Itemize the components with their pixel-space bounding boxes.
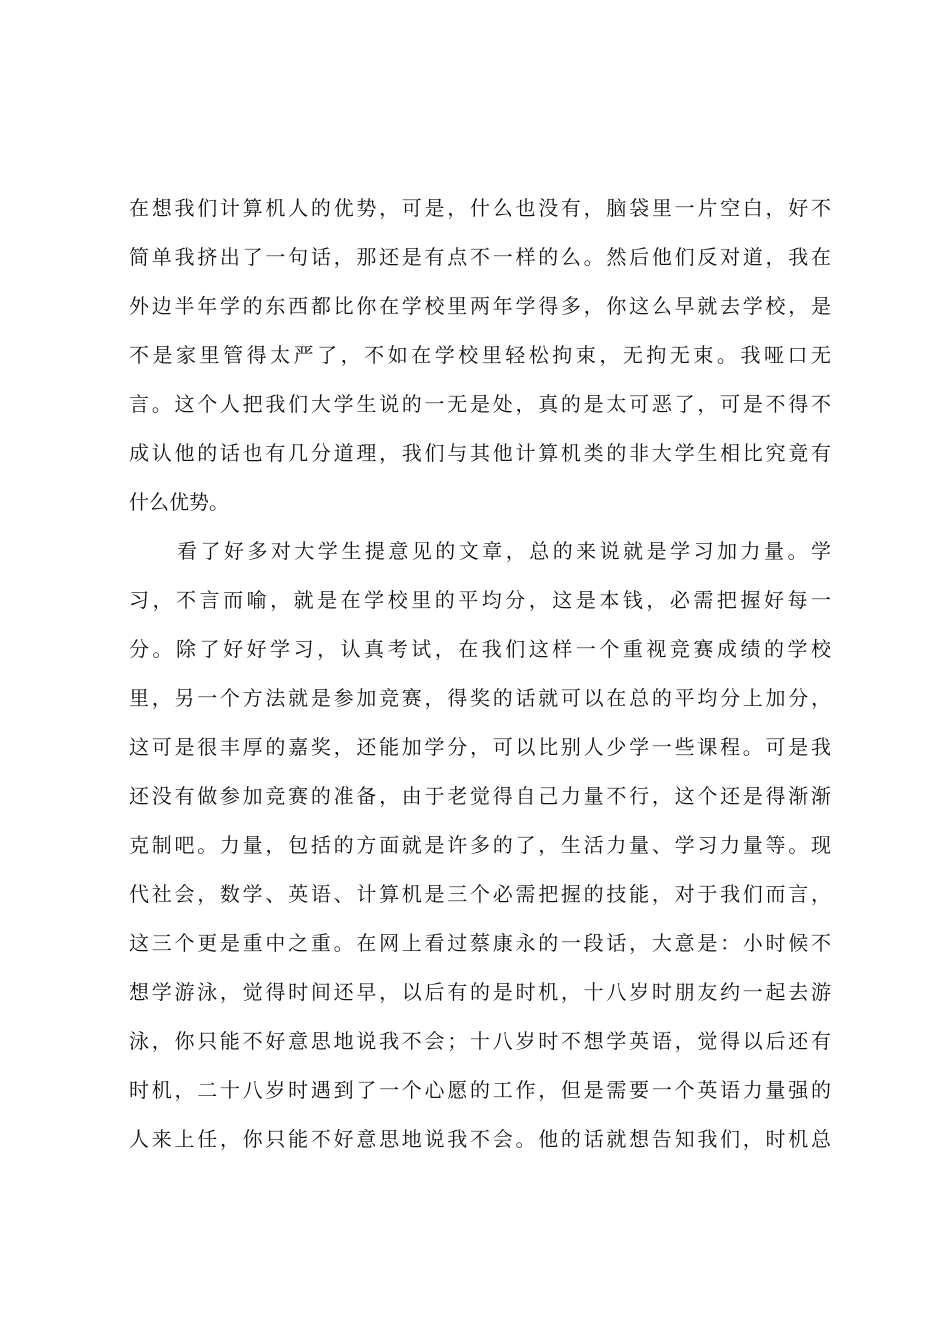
text-line: 想学游泳，觉得时间还早，以后有的是时机，十八岁时朋友约一起去游 — [129, 980, 831, 1004]
text-line: 还没有做参加竞赛的准备，由于老觉得自己力量不行，这个还是得渐渐 — [129, 784, 831, 808]
text-line: 这可是很丰厚的嘉奖，还能加学分，可以比别人少学一些课程。可是我 — [129, 735, 831, 759]
text-line: 成认他的话也有几分道理，我们与其他计算机类的非大学生相比究竟有 — [129, 441, 831, 465]
text-line: 泳，你只能不好意思地说我不会；十八岁时不想学英语，觉得以后还有 — [129, 1029, 831, 1053]
text-line: 里，另一个方法就是参加竞赛，得奖的话就可以在总的平均分上加分， — [129, 686, 831, 710]
text-line: 时机，二十八岁时遇到了一个心愿的工作，但是需要一个英语力量强的 — [129, 1078, 831, 1102]
text-line: 代社会，数学、英语、计算机是三个必需把握的技能，对于我们而言， — [129, 882, 831, 906]
text-line: 简单我挤出了一句话，那还是有点不一样的么。然后他们反对道，我在 — [129, 245, 831, 269]
text-line: 人来上任，你只能不好意思地说我不会。他的话就想告知我们，时机总 — [129, 1127, 831, 1151]
text-line: 在想我们计算机人的优势，可是，什么也没有，脑袋里一片空白，好不 — [129, 196, 831, 220]
text-line: 不是家里管得太严了，不如在学校里轻松拘束，无拘无束。我哑口无 — [129, 343, 831, 367]
text-line: 习，不言而喻，就是在学校里的平均分，这是本钱，必需把握好每一 — [129, 588, 831, 612]
text-line: 这三个更是重中之重。在网上看过蔡康永的一段话，大意是：小时候不 — [129, 931, 831, 955]
text-line: 外边半年学的东西都比你在学校里两年学得多，你这么早就去学校，是 — [129, 294, 831, 318]
text-line: 克制吧。力量，包括的方面就是许多的了，生活力量、学习力量等。现 — [129, 833, 831, 857]
paragraph-1 — [129, 184, 831, 527]
text-line: 言。这个人把我们大学生说的一无是处，真的是太可恶了，可是不得不 — [129, 392, 831, 416]
text-line: 什么优势。 — [129, 490, 229, 514]
text-line: 分。除了好好学习，认真考试，在我们这样一个重视竞赛成绩的学校 — [129, 637, 831, 661]
text-line: 看了好多对大学生提意见的文章，总的来说就是学习加力量。学 — [177, 539, 831, 563]
paragraph-2 — [129, 527, 831, 1164]
document-body — [129, 184, 831, 1164]
